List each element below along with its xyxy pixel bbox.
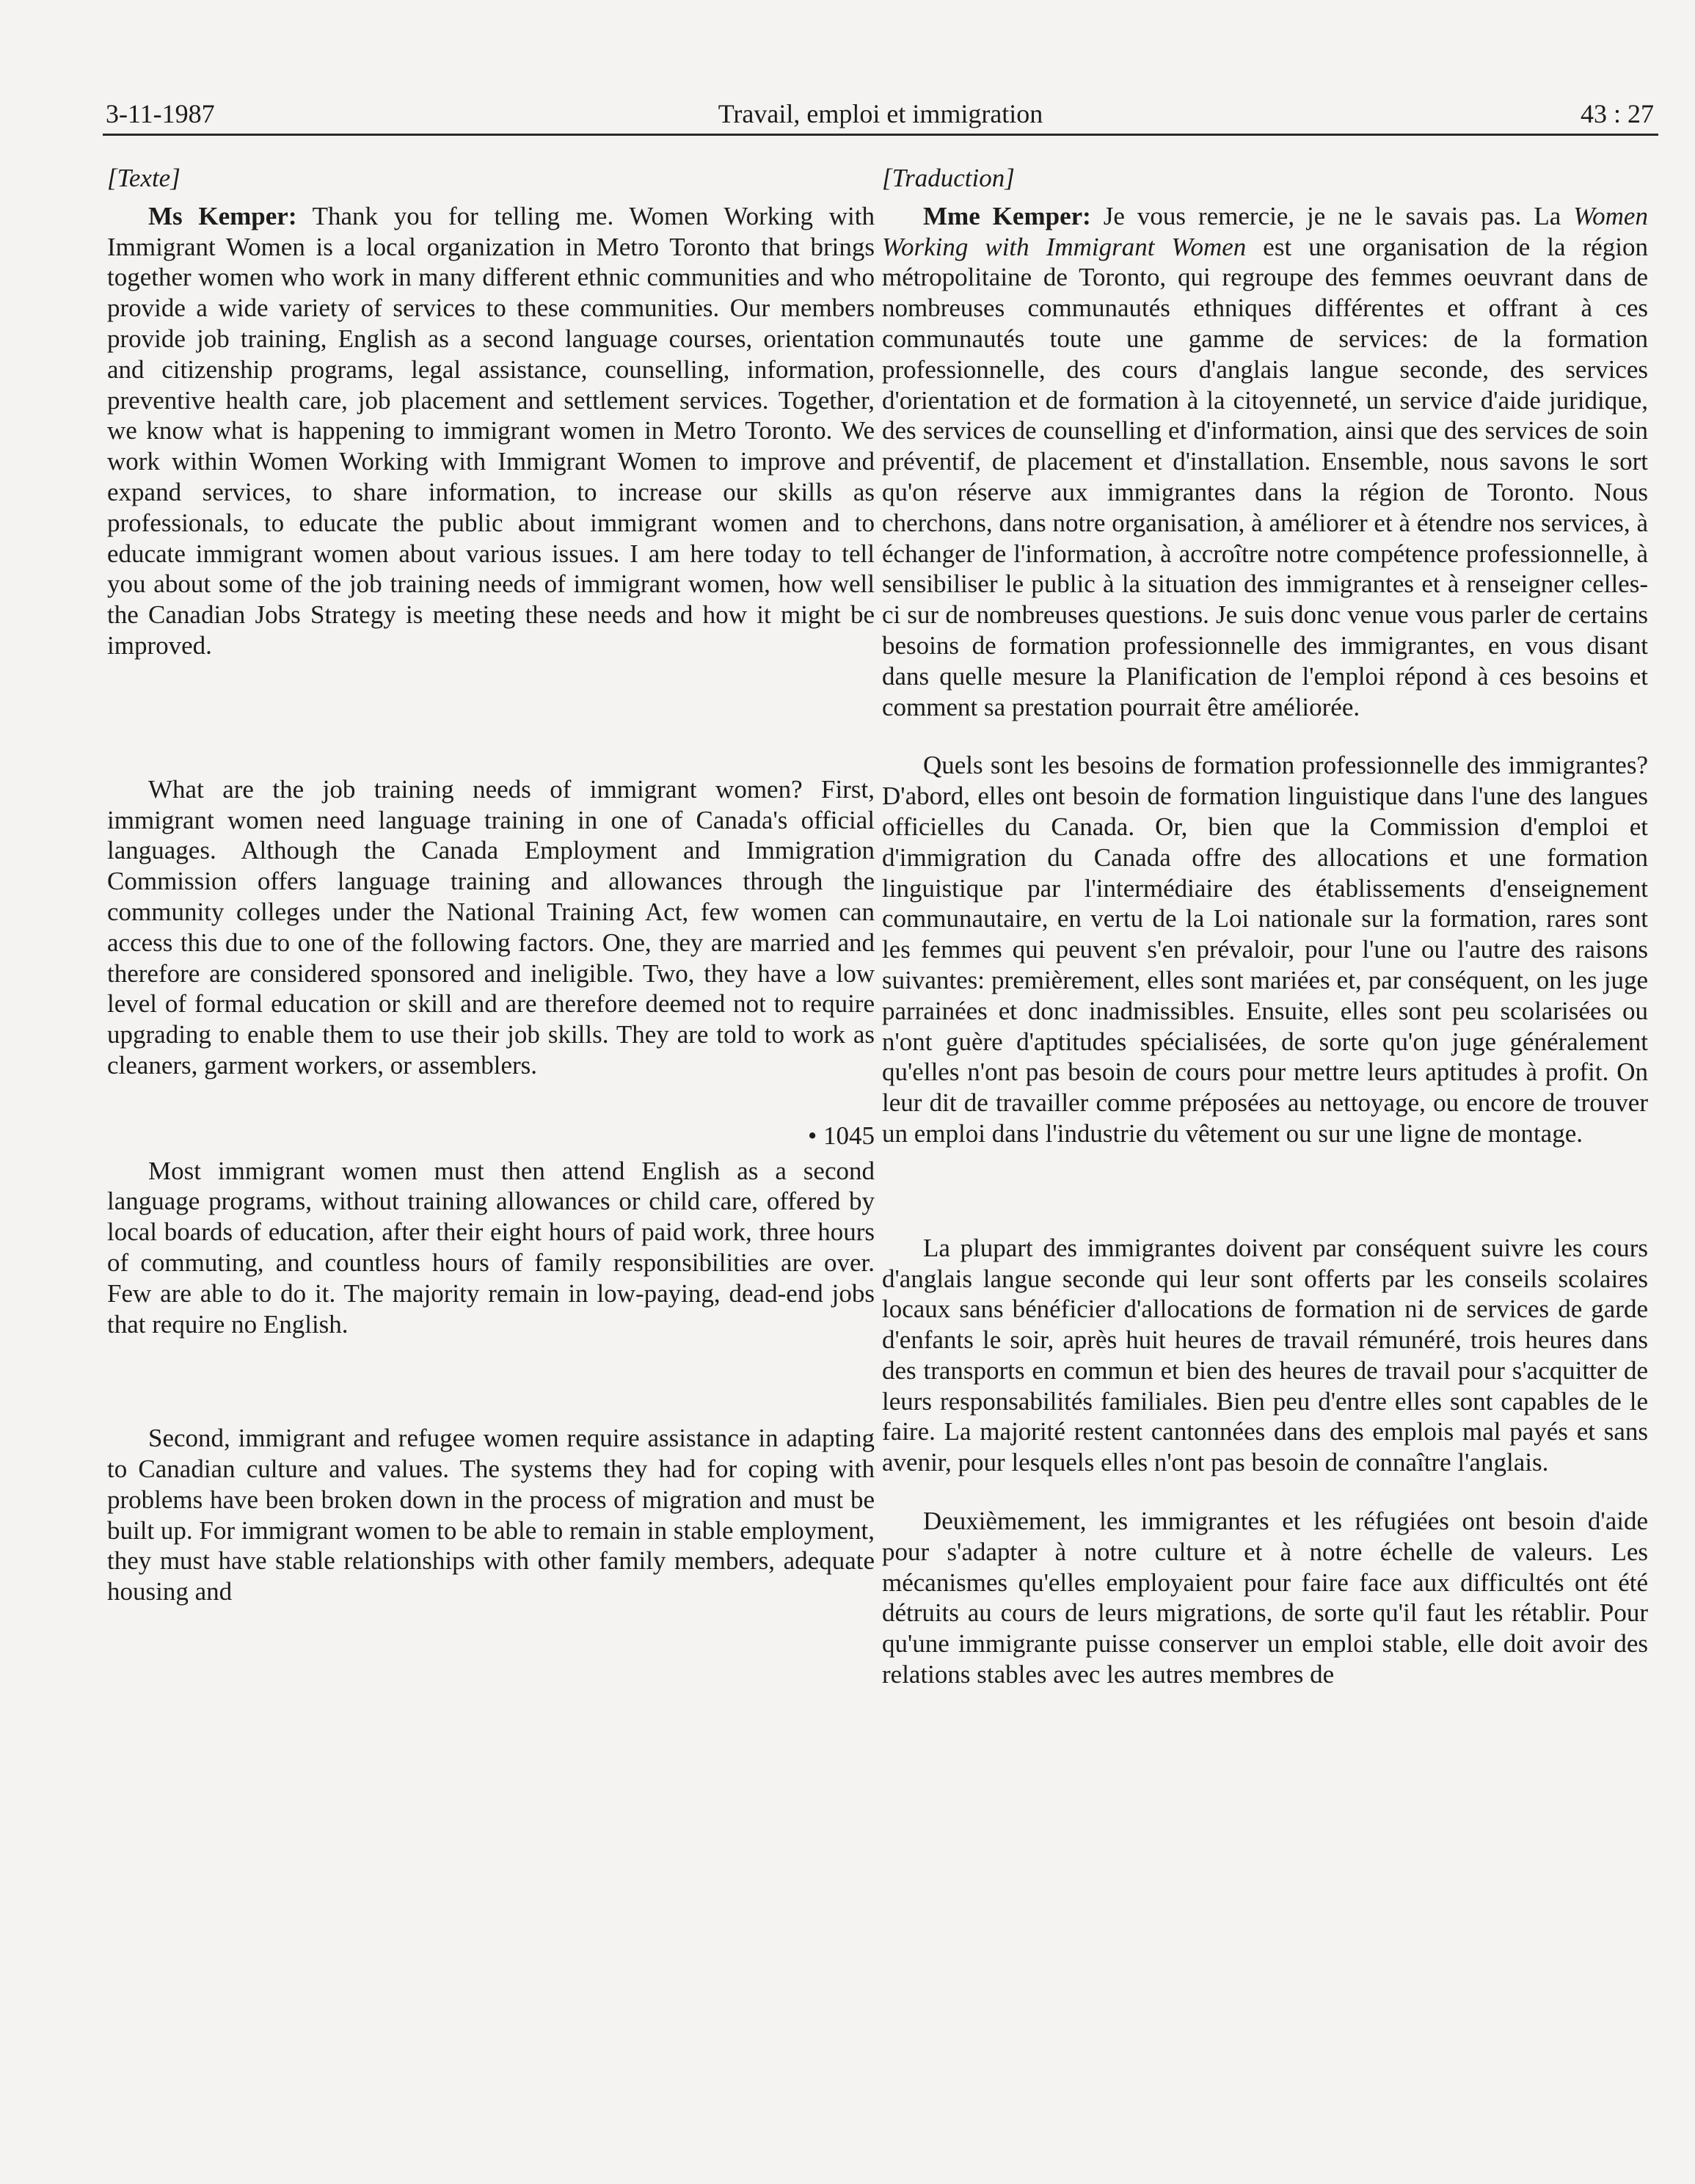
page-header <box>103 88 1658 136</box>
english-paragraph-1 <box>107 201 875 661</box>
french-paragraph-1 <box>882 201 1648 723</box>
header-page-number: 43 : 27 <box>1580 99 1654 128</box>
english-paragraph-4: Second, immigrant and refugee women require assistance in adapting to Canadian culture and values. The systems they had for coping with problems have been broken down in the process of migration and must be built up. For immigrant women to be able to remain in stable employment, they must have stable relationships with other family members, adequate housing and <box>107 1424 875 1606</box>
english-column <box>107 163 875 1607</box>
french-paragraph-4: Deuxièmement, les immigrantes et les réfugiées ont besoin d'aide pour s'adapter à notre culture et à notre échelle de valeurs. Les mécanismes qu'elles employaient pour faire face aux difficultés ont été détruits au cours de leurs migrations, de sorte qu'il faut les rétablir. Pour qu'une immigrante puisse conserver un emploi stable, elle doit avoir des relations stables avec les autres membres de <box>882 1507 1648 1689</box>
english-paragraph-1-text: Thank you for telling me. Women Working with Immigrant Women is a local organization in Metro Toronto that brings together women who work in many different ethnic communities and who provide a wide variety of services to these communities. Our members provide job training, English as a second language courses, orientation and citizenship programs, legal assistance, counselling, information, preventive health care, job placement and settlement services. Together, we know what is happening to immigrant women in Metro Toronto. We work within Women Working with Immigrant Women to improve and expand services, to share information, to increase our skills as professionals, to educate the public about immigrant women and to educate immigrant women about various issues. I am here today to tell you about some of the job training needs of immigrant women, how well the Canadian Jobs Strategy is meeting these needs and how it might be improved. <box>107 201 875 660</box>
time-marker: • 1045 <box>807 1121 875 1150</box>
french-paragraph-1-text-a: Je vous remercie, je ne le savais pas. La <box>1090 201 1574 230</box>
french-speaker: Mme Kemper: <box>923 201 1091 230</box>
french-column <box>882 163 1648 1690</box>
french-tag: [Traduction] <box>882 164 1015 192</box>
english-paragraph-2: What are the job training needs of immigrant women? First, immigrant women need language training in one of Canada's official languages. Although the Canada Employment and Immigration Commission offers language training and allowances through the community colleges under the National Training Act, few women can access this due to one of the following factors. One, they are married and therefore are considered sponsored and ineligible. Two, they have a low level of formal education or skill and are therefore deemed not to require upgrading to enable them to use their job skills. They are told to work as cleaners, garment workers, or assemblers. <box>107 774 875 1080</box>
header-date: 3-11-1987 <box>106 99 215 128</box>
english-paragraph-3: Most immigrant women must then attend English as a second language programs, without training allowances or child care, offered by local boards of education, after their eight hours of paid work, three hours of commuting, and countless hours of family responsibilities are over. Few are able to do it. The majority remain in low-paying, dead-end jobs that require no English. <box>107 1156 875 1339</box>
french-paragraph-2: Quels sont les besoins de formation professionnelle des immigrantes? D'abord, elles ont besoin de formation linguistique dans l'une des langues officielles du Canada. Or, bien que la Commission d'emploi et d'immigration du Canada offre des allocations et une formation linguistique par l'intermédiaire des établissements d'enseignement communautaire, en vertu de la Loi nationale sur la formation, rares sont les femmes qui peuvent s'en prévaloir, pour l'une ou l'autre des raisons suivantes: premièrement, elles sont mariées et, par conséquent, on les juge parrainées et donc inadmissibles. Ensuite, elles sont peu scolarisées ou n'ont guère d'aptitudes spécialisées, de sorte qu'on juge généralement qu'elles n'ont pas besoin de cours pour mettre leurs aptitudes à profit. On leur dit de travailler comme préposées au nettoyage, ou encore de trouver un emploi dans l'industrie du vêtement ou sur une ligne de montage. <box>882 751 1648 1148</box>
french-paragraph-1-text-b: est une organisation de la région métropolitaine de Toronto, qui regroupe des femmes oeuvrant dans de nombreuses communautés ethniques différentes et offrant à ces communautés toute une gamme de services: de la formation professionnelle, des cours d'anglais langue seconde, des services d'orientation et de formation à la citoyenneté, un service d'aide juridique, des services de counselling et d'information, ainsi que des services de soin préventif, de placement et d'installation. Ensemble, nous savons le sort qu'on réserve aux immigrantes dans la région de Toronto. Nous cherchons, dans notre organisation, à améliorer et à étendre nos services, à échanger de l'information, à accroître notre compétence professionnelle, à sensibiliser le public à la situation des immigrantes et à renseigner celles-ci sur de nombreuses questions. Je suis donc venue vous parler de certains besoins de formation professionnelle des immigrantes, en vous disant dans quelle mesure la Planification de l'emploi répond à ces besoins et comment sa prestation pourrait être améliorée. <box>882 232 1648 721</box>
english-tag: [Texte] <box>107 164 181 192</box>
header-title: Travail, emploi et immigration <box>718 99 1043 128</box>
french-paragraph-3: La plupart des immigrantes doivent par conséquent suivre les cours d'anglais langue seconde qui leur sont offerts par les conseils scolaires locaux sans bénéficier d'allocations de formation ni de services de garde d'enfants le soir, après huit heures de travail rémunéré, trois heures dans des transports en commun et bien des heures de travail pour s'acquitter de leurs responsabilités familiales. Bien peu d'entre elles sont capables de le faire. La majorité restent cantonnées dans des emplois mal payés et sans avenir, pour lesquels elles n'ont pas besoin de connaître l'anglais. <box>882 1233 1648 1477</box>
english-speaker: Ms Kemper: <box>148 201 297 230</box>
organization-name: Women Working with Immigrant Women <box>882 201 1648 261</box>
